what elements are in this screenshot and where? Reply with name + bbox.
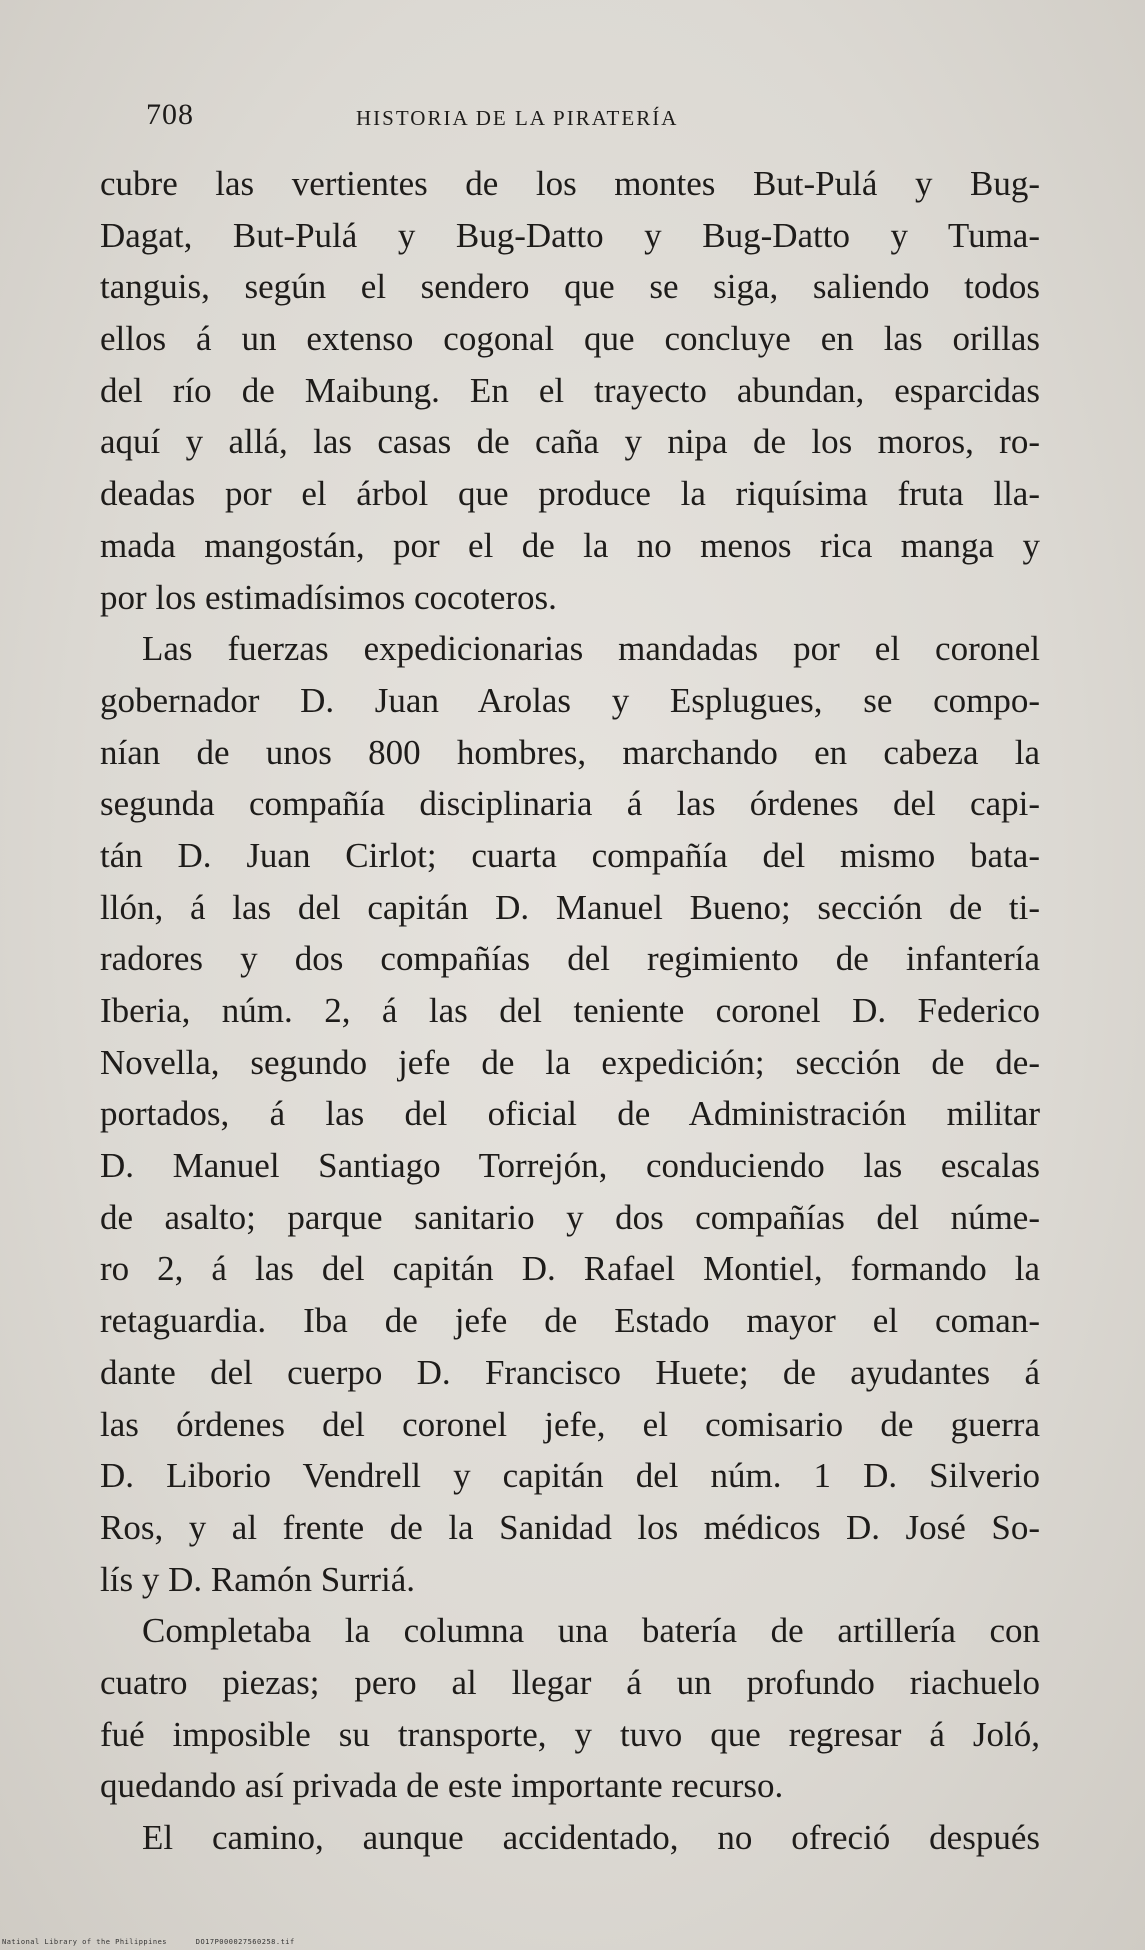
text-line: nían de unos 800 hombres, marchando en cabeza la: [100, 732, 1040, 772]
body-text: [100, 158, 1040, 1864]
text-line: retaguardia. Iba de jefe de Estado mayor el coman-: [100, 1301, 1040, 1341]
text-line: radores y dos compañías del regimiento de infantería: [100, 939, 1040, 979]
text-line: Completaba la columna una batería de artillería con: [142, 1611, 1040, 1651]
text-line: ro 2, á las del capitán D. Rafael Montiel, formando la: [100, 1249, 1040, 1289]
text-line: Dagat, But-Pulá y Bug-Datto y Bug-Datto y Tuma-: [100, 215, 1040, 255]
text-line: Novella, segundo jefe de la expedición; sección de de-: [100, 1042, 1040, 1082]
text-line: portados, á las del oficial de Administración militar: [100, 1094, 1040, 1134]
text-line: cuatro piezas; pero al llegar á un profundo riachuelo: [100, 1662, 1040, 1702]
text-line: cubre las vertientes de los montes But-Pulá y Bug-: [100, 164, 1040, 203]
text-line: Las fuerzas expedicionarias mandadas por el coronel: [142, 629, 1040, 669]
text-line: tanguis, según el sendero que se siga, saliendo todos: [100, 267, 1040, 307]
text-line: Ros, y al frente de la Sanidad los médicos D. José So-: [100, 1507, 1040, 1547]
scan-footer: [2, 1938, 319, 1946]
text-line: D. Liborio Vendrell y capitán del núm. 1 D. Silverio: [100, 1456, 1040, 1496]
text-line: dante del cuerpo D. Francisco Huete; de ayudantes á: [100, 1352, 1040, 1392]
page-number: 708: [146, 98, 194, 131]
text-line: quedando así privada de este importante recurso.: [100, 1766, 784, 1806]
text-line: lís y D. Ramón Surriá.: [100, 1559, 415, 1599]
text-line: Iberia, núm. 2, á las del teniente coronel D. Federico: [100, 991, 1040, 1030]
text-line: aquí y allá, las casas de caña y nipa de los moros, ro-: [100, 422, 1040, 462]
text-line: ellos á un extenso cogonal que concluye en las orillas: [100, 319, 1040, 359]
running-head: HISTORIA DE LA PIRATERÍA: [356, 106, 679, 130]
footer-library: National Library of the Philippines: [2, 1938, 168, 1946]
text-line: deadas por el árbol que produce la riquísima fruta lla-: [100, 474, 1040, 514]
text-line: fué imposible su transporte, y tuvo que regresar á Joló,: [100, 1714, 1040, 1754]
text-line: segunda compañía disciplinaria á las órdenes del capi-: [100, 784, 1040, 824]
text-line: gobernador D. Juan Arolas y Esplugues, se compo-: [100, 680, 1040, 720]
text-line: tán D. Juan Cirlot; cuarta compañía del mismo bata-: [100, 835, 1040, 875]
text-line: las órdenes del coronel jefe, el comisario de guerra: [100, 1404, 1040, 1444]
text-line: D. Manuel Santiago Torrejón, conduciendo las escalas: [100, 1146, 1040, 1186]
page-header: [146, 98, 1046, 138]
text-line: mada mangostán, por el de la no menos rica manga y: [100, 525, 1040, 565]
text-line: de asalto; parque sanitario y dos compañías del núme-: [100, 1197, 1040, 1237]
text-line: llón, á las del capitán D. Manuel Bueno; sección de ti-: [100, 887, 1040, 927]
footer-id: DO17P000027560258.tif: [195, 1938, 295, 1946]
text-line: por los estimadísimos cocoteros.: [100, 577, 557, 617]
text-line: El camino, aunque accidentado, no ofreció después: [142, 1818, 1040, 1857]
text-line: del río de Maibung. En el trayecto abundan, esparcidas: [100, 370, 1040, 410]
